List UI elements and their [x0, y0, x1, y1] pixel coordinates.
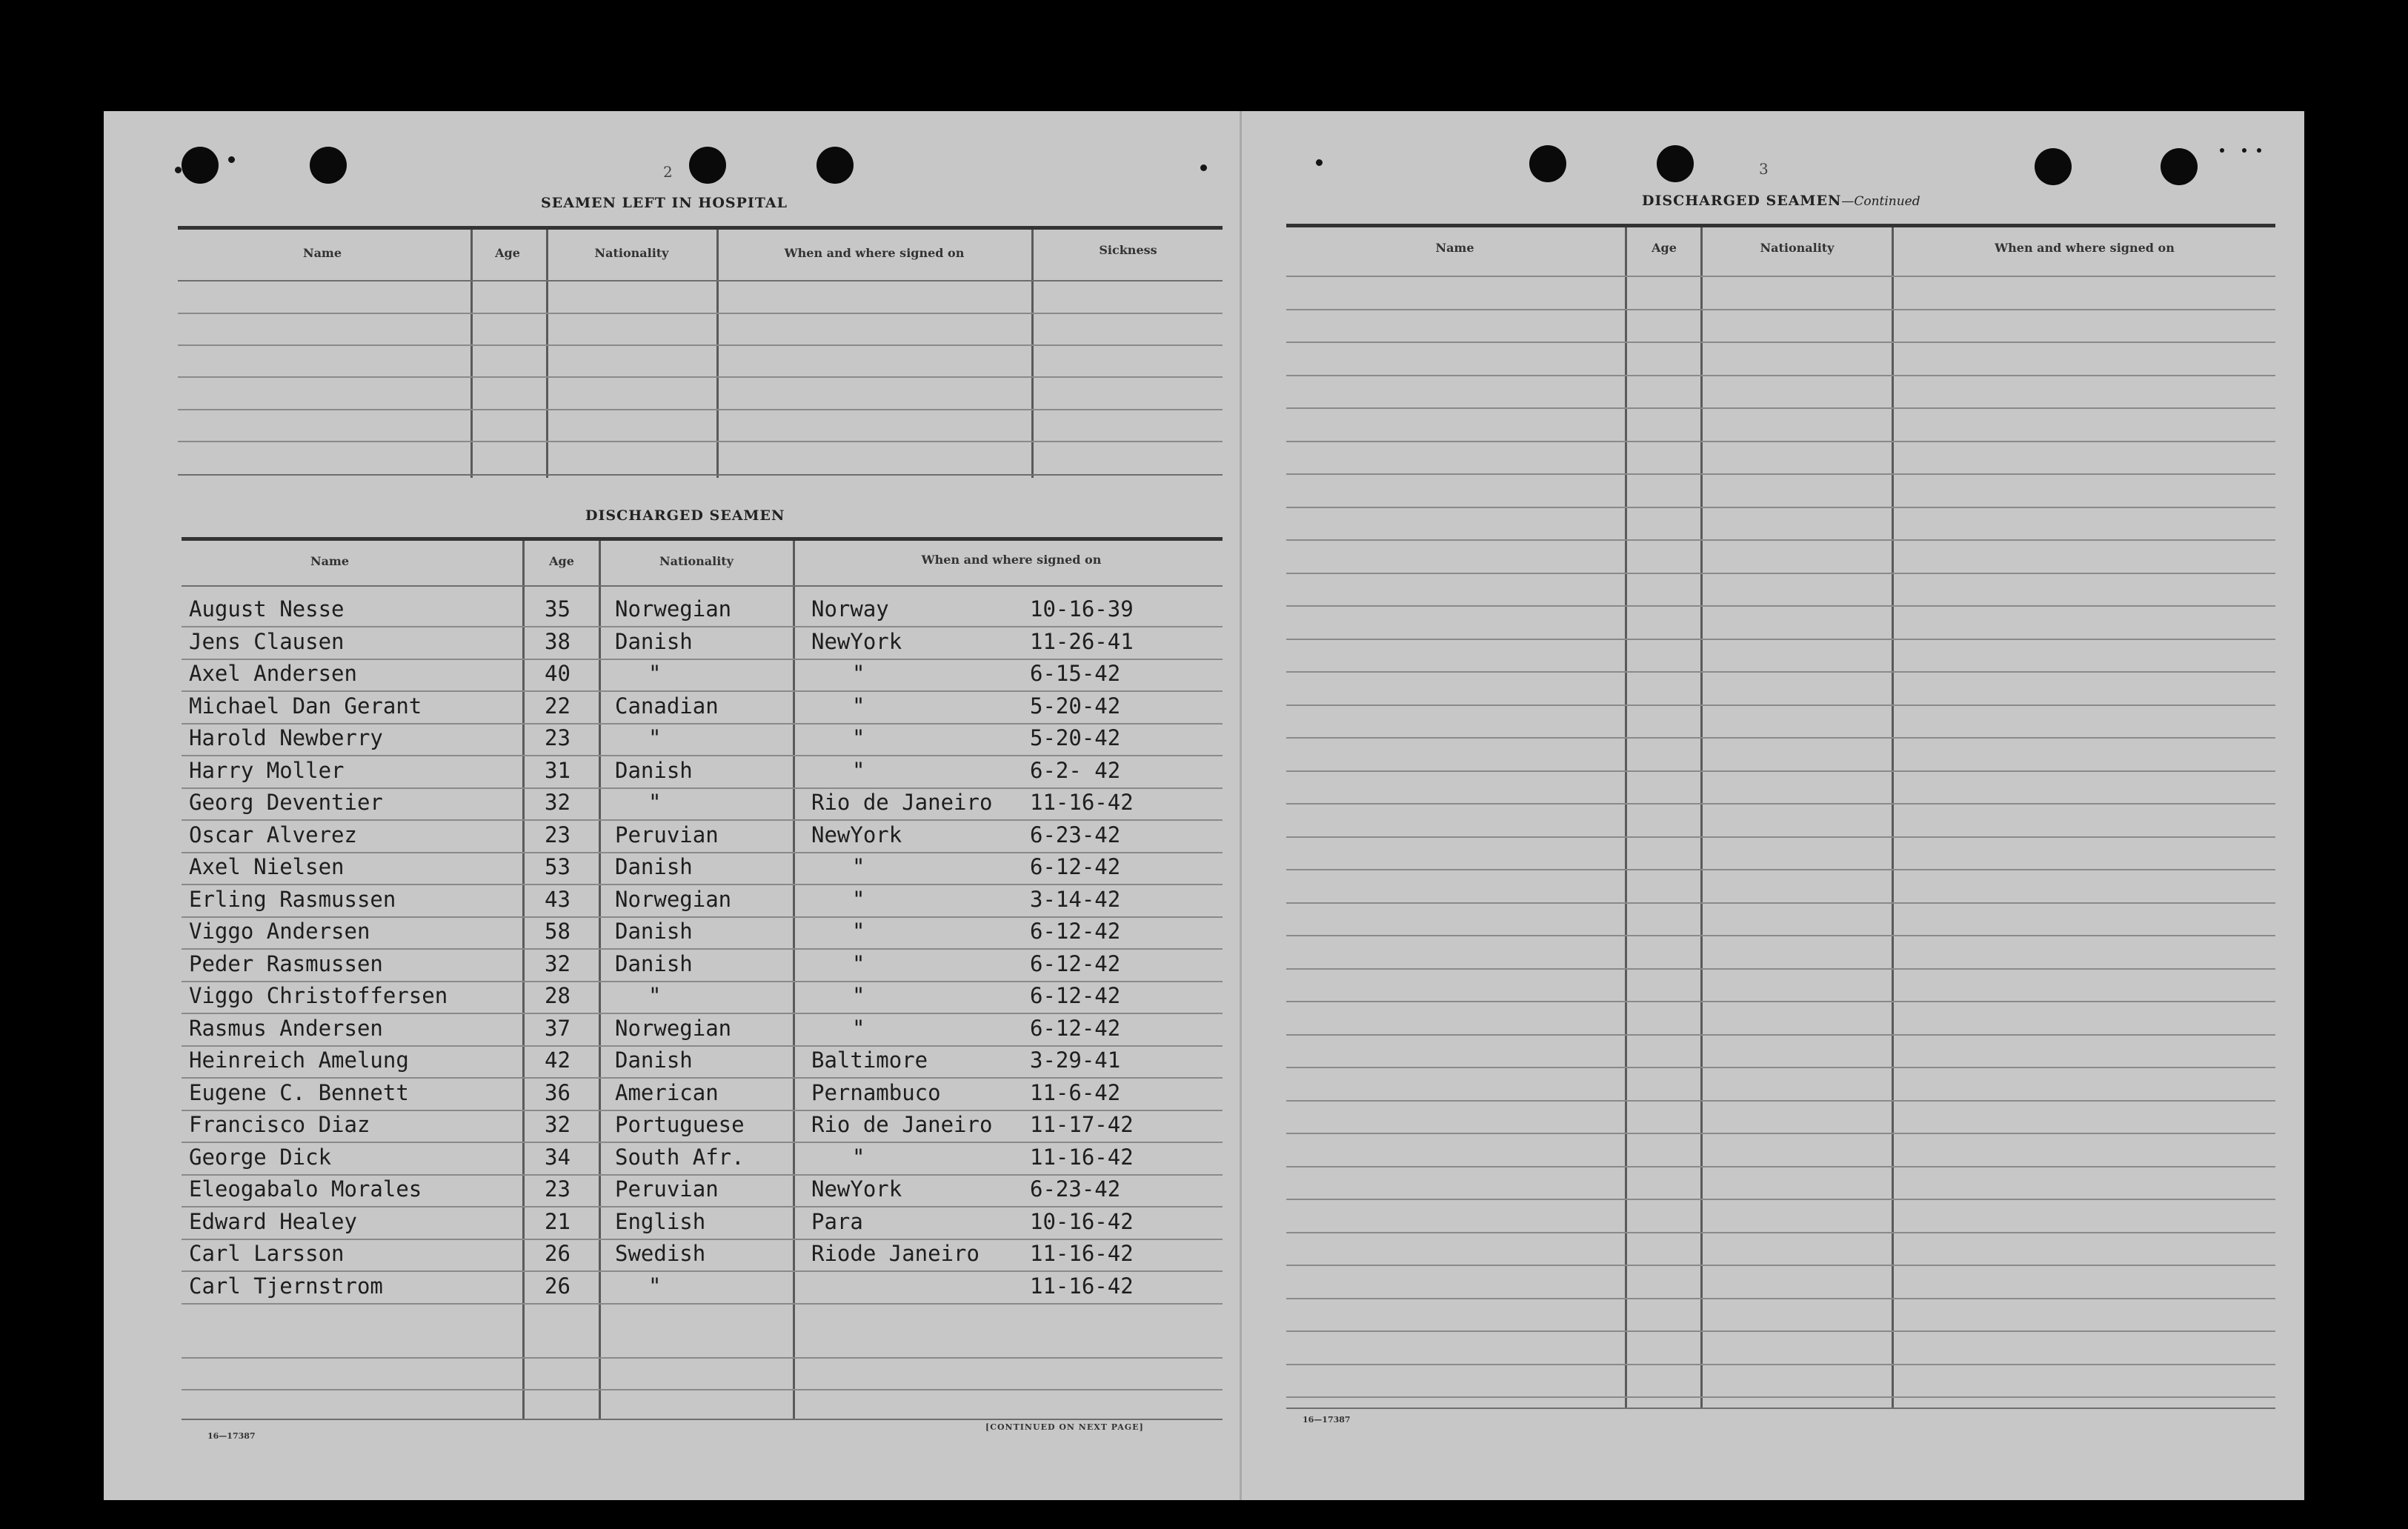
seaman-nationality: Peruvian — [615, 822, 719, 847]
seaman-name: Jens Clausen — [189, 628, 345, 654]
signed-on-place: " — [852, 854, 865, 879]
title-suffix: —Continued — [1841, 194, 1920, 209]
table-row — [104, 1273, 1240, 1306]
page-number: 2 — [663, 163, 673, 181]
table-line — [1286, 539, 2275, 541]
table-line — [182, 755, 1223, 756]
seaman-age: 32 — [545, 1112, 571, 1137]
signed-on-date: 6-12-42 — [1030, 1015, 1121, 1041]
punch-hole — [2035, 148, 2072, 185]
seaman-age: 28 — [545, 983, 571, 1008]
signed-on-place: Rio de Janeiro — [811, 790, 993, 815]
seaman-age: 42 — [545, 1047, 571, 1073]
seaman-name: Harold Newberry — [189, 725, 383, 750]
col-header-age: Age — [495, 246, 520, 260]
signed-on-date: 3-29-41 — [1030, 1047, 1121, 1073]
punch-dot — [1316, 159, 1323, 166]
hospital-section-title: SEAMEN LEFT IN HOSPITAL — [541, 195, 788, 211]
form-number: 16—17387 — [207, 1431, 256, 1441]
seaman-name: Michael Dan Gerant — [189, 693, 422, 719]
table-row — [104, 1080, 1240, 1113]
table-line — [182, 1206, 1223, 1207]
signed-on-date: 10-16-42 — [1030, 1208, 1134, 1234]
punch-hole — [2161, 148, 2198, 185]
table-line — [178, 409, 1223, 410]
col-header-name: Name — [310, 554, 350, 568]
seaman-age: 23 — [545, 725, 571, 750]
table-line — [1286, 309, 2275, 310]
table-line — [182, 819, 1223, 821]
table-line — [182, 1174, 1223, 1176]
seaman-name: August Nesse — [189, 596, 345, 622]
signed-on-date: 6-23-42 — [1030, 1176, 1121, 1202]
seaman-name: Erling Rasmussen — [189, 886, 396, 912]
right-page — [1242, 111, 2304, 1500]
seaman-age: 38 — [545, 628, 571, 654]
table-row — [104, 1209, 1240, 1242]
table-line — [182, 787, 1223, 789]
seaman-name: George Dick — [189, 1144, 332, 1170]
document-sheet — [104, 111, 2304, 1500]
col-header-nationality: Nationality — [594, 246, 669, 260]
signed-on-date: 11-16-42 — [1030, 1273, 1134, 1299]
seaman-nationality: Portuguese — [615, 1112, 745, 1137]
seaman-age: 37 — [545, 1015, 571, 1041]
seaman-name: Peder Rasmussen — [189, 950, 383, 976]
table-row — [104, 758, 1240, 790]
seaman-age: 35 — [545, 596, 571, 622]
seaman-age: 36 — [545, 1079, 571, 1105]
seaman-age: 53 — [545, 854, 571, 879]
table-line — [182, 948, 1223, 950]
signed-on-date: 11-17-42 — [1030, 1112, 1134, 1137]
seaman-nationality: " — [648, 661, 662, 686]
signed-on-place: " — [852, 983, 865, 1008]
table-row — [104, 629, 1240, 662]
table-line — [1286, 639, 2275, 640]
seaman-nationality: Danish — [615, 628, 693, 654]
table-line — [1286, 1001, 2275, 1002]
table-line — [1286, 375, 2275, 376]
table-line — [182, 1270, 1223, 1272]
table-line — [1286, 441, 2275, 442]
table-row — [104, 854, 1240, 887]
seaman-name: Francisco Diaz — [189, 1112, 370, 1137]
table-line — [1286, 968, 2275, 970]
table-line — [182, 1142, 1223, 1143]
col-header-signed-on: When and where signed on — [784, 246, 965, 260]
page-number: 3 — [1759, 160, 1769, 178]
signed-on-place: Para — [811, 1208, 863, 1234]
table-line — [1286, 1034, 2275, 1036]
table-line — [1286, 407, 2275, 409]
table-line — [182, 1077, 1223, 1079]
table-line — [182, 1303, 1223, 1305]
seaman-nationality: Danish — [615, 854, 693, 879]
table-line — [1286, 836, 2275, 838]
col-header-age: Age — [1652, 241, 1677, 255]
table-row — [104, 1047, 1240, 1080]
signed-on-place: " — [852, 919, 865, 944]
seaman-name: Axel Andersen — [189, 661, 357, 686]
punch-hole — [1657, 145, 1694, 182]
table-line — [1286, 1396, 2275, 1398]
table-line — [1286, 1364, 2275, 1365]
punch-hole — [182, 147, 219, 184]
seaman-name: Heinreich Amelung — [189, 1047, 409, 1073]
table-line — [1286, 1298, 2275, 1299]
form-number: 16—17387 — [1303, 1415, 1351, 1425]
signed-on-place: Riode Janeiro — [811, 1241, 980, 1266]
signed-on-date: 11-16-42 — [1030, 1241, 1134, 1266]
signed-on-date: 6-12-42 — [1030, 983, 1121, 1008]
signed-on-place: " — [852, 886, 865, 912]
signed-on-date: 6-12-42 — [1030, 950, 1121, 976]
seaman-nationality: " — [648, 983, 662, 1008]
table-line — [182, 626, 1223, 627]
col-header-name: Name — [1435, 241, 1474, 255]
signed-on-date: 6-12-42 — [1030, 854, 1121, 879]
col-header-age: Age — [549, 554, 574, 568]
seaman-nationality: Danish — [615, 950, 693, 976]
seaman-nationality: Norwegian — [615, 1015, 732, 1041]
table-line — [182, 916, 1223, 918]
table-bottom-rule — [182, 1419, 1223, 1420]
continued-note: [CONTINUED ON NEXT PAGE] — [985, 1422, 1144, 1432]
seaman-nationality: South Afr. — [615, 1144, 745, 1170]
col-header-signed-on: When and where signed on — [1995, 241, 2175, 255]
table-row — [104, 661, 1240, 693]
table-line — [1286, 737, 2275, 739]
signed-on-date: 11-26-41 — [1030, 628, 1134, 654]
discharged-section-title: DISCHARGED SEAMEN — [585, 507, 785, 524]
table-line — [1286, 704, 2275, 706]
signed-on-date: 10-16-39 — [1030, 596, 1134, 622]
signed-on-place: NewYork — [811, 1176, 902, 1202]
table-row — [104, 887, 1240, 919]
table-line — [1286, 803, 2275, 805]
punch-dot — [228, 156, 235, 163]
seaman-name: Axel Nielsen — [189, 854, 345, 879]
table-line — [1286, 869, 2275, 870]
seaman-age: 23 — [545, 822, 571, 847]
col-header-signed-on: When and where signed on — [921, 553, 1102, 567]
seaman-name: Rasmus Andersen — [189, 1015, 383, 1041]
seaman-age: 21 — [545, 1208, 571, 1234]
col-header-sickness: Sickness — [1099, 243, 1157, 257]
punch-hole — [689, 147, 726, 184]
header-underline — [182, 585, 1223, 587]
signed-on-place: NewYork — [811, 628, 902, 654]
signed-on-place: Norway — [811, 596, 889, 622]
seaman-nationality: " — [648, 790, 662, 815]
table-line — [182, 723, 1223, 724]
signed-on-date: 3-14-42 — [1030, 886, 1121, 912]
table-line — [178, 313, 1223, 314]
table-line — [1286, 902, 2275, 904]
signed-on-place: " — [852, 661, 865, 686]
seaman-name: Carl Tjernstrom — [189, 1273, 383, 1299]
seaman-nationality: Swedish — [615, 1241, 706, 1266]
table-line — [1286, 935, 2275, 936]
col-header-nationality: Nationality — [1760, 241, 1835, 255]
signed-on-date: 11-16-42 — [1030, 790, 1134, 815]
seaman-name: Harry Moller — [189, 757, 345, 783]
table-line — [1286, 1133, 2275, 1134]
title-main: DISCHARGED SEAMEN — [1642, 193, 1842, 209]
table-row — [104, 1145, 1240, 1177]
table-line — [1286, 1067, 2275, 1068]
table-line — [1286, 342, 2275, 343]
seaman-name: Oscar Alverez — [189, 822, 357, 847]
table-row — [104, 1176, 1240, 1209]
signed-on-place: Rio de Janeiro — [811, 1112, 993, 1137]
table-line — [1286, 671, 2275, 673]
punch-dot — [1200, 164, 1207, 171]
punch-dot — [2257, 148, 2261, 153]
signed-on-place: NewYork — [811, 822, 902, 847]
table-row — [104, 919, 1240, 951]
seaman-age: 32 — [545, 950, 571, 976]
signed-on-place: " — [852, 1144, 865, 1170]
seaman-name: Edward Healey — [189, 1208, 357, 1234]
seaman-age: 26 — [545, 1273, 571, 1299]
seaman-age: 58 — [545, 919, 571, 944]
table-row — [104, 790, 1240, 822]
seaman-age: 32 — [545, 790, 571, 815]
table-line — [182, 1389, 1223, 1390]
punch-dot — [2242, 148, 2246, 153]
left-page — [104, 111, 1240, 1500]
table-line — [182, 1045, 1223, 1047]
signed-on-place: Baltimore — [811, 1047, 928, 1073]
signed-on-date: 5-20-42 — [1030, 725, 1121, 750]
table-line — [182, 1013, 1223, 1014]
signed-on-date: 6-12-42 — [1030, 919, 1121, 944]
table-line — [1286, 1330, 2275, 1332]
seaman-nationality: Canadian — [615, 693, 719, 719]
table-line — [1286, 1166, 2275, 1167]
seaman-name: Georg Deventier — [189, 790, 383, 815]
discharged-continued-title — [1642, 193, 1920, 209]
signed-on-place: " — [852, 1015, 865, 1041]
signed-on-date: 5-20-42 — [1030, 693, 1121, 719]
table-line — [182, 1239, 1223, 1240]
table-line — [1286, 1199, 2275, 1200]
table-line — [1286, 1265, 2275, 1266]
table-row — [104, 983, 1240, 1016]
seaman-name: Viggo Christoffersen — [189, 983, 448, 1008]
seaman-age: 22 — [545, 693, 571, 719]
table-top-rule — [178, 226, 1223, 230]
table-line — [1286, 605, 2275, 607]
signed-on-date: 11-6-42 — [1030, 1079, 1121, 1105]
table-line — [1286, 276, 2275, 277]
table-line — [178, 344, 1223, 346]
punch-hole — [1529, 145, 1566, 182]
signed-on-date: 6-2- 42 — [1030, 757, 1121, 783]
table-row — [104, 693, 1240, 726]
seaman-nationality: " — [648, 725, 662, 750]
seaman-name: Carl Larsson — [189, 1241, 345, 1266]
table-line — [182, 659, 1223, 660]
punch-hole — [816, 147, 854, 184]
seaman-nationality: Norwegian — [615, 886, 732, 912]
table-line — [1286, 770, 2275, 772]
signed-on-place: " — [852, 693, 865, 719]
table-line — [182, 1357, 1223, 1359]
signed-on-place: Pernambuco — [811, 1079, 941, 1105]
table-line — [1286, 1100, 2275, 1102]
seaman-age: 23 — [545, 1176, 571, 1202]
table-bottom-rule — [1286, 1408, 2275, 1409]
signed-on-date: 11-16-42 — [1030, 1144, 1134, 1170]
punch-dot — [2220, 148, 2224, 153]
header-underline — [178, 280, 1223, 282]
table-row — [104, 822, 1240, 855]
seaman-nationality: Danish — [615, 757, 693, 783]
col-header-nationality: Nationality — [659, 554, 734, 568]
table-line — [1286, 473, 2275, 475]
table-line — [182, 981, 1223, 982]
seaman-nationality: Danish — [615, 919, 693, 944]
seaman-age: 40 — [545, 661, 571, 686]
punch-dot — [175, 167, 182, 173]
col-header-name: Name — [302, 246, 342, 260]
signed-on-place: " — [852, 950, 865, 976]
seaman-nationality: Danish — [615, 1047, 693, 1073]
seaman-age: 34 — [545, 1144, 571, 1170]
table-line — [1286, 573, 2275, 574]
table-line — [182, 884, 1223, 885]
punch-hole — [310, 147, 347, 184]
table-row — [104, 951, 1240, 984]
signed-on-date: 6-15-42 — [1030, 661, 1121, 686]
table-row — [104, 1241, 1240, 1273]
table-line — [178, 474, 1223, 476]
seaman-nationality: " — [648, 1273, 662, 1299]
table-row — [104, 1112, 1240, 1145]
table-row — [104, 596, 1240, 629]
seaman-name: Viggo Andersen — [189, 919, 370, 944]
table-line — [178, 441, 1223, 442]
seaman-age: 43 — [545, 886, 571, 912]
table-top-rule — [1286, 224, 2275, 227]
seaman-nationality: English — [615, 1208, 706, 1234]
seaman-age: 31 — [545, 757, 571, 783]
signed-on-place: " — [852, 725, 865, 750]
table-top-rule — [182, 537, 1223, 541]
signed-on-place: " — [852, 757, 865, 783]
table-row — [104, 1016, 1240, 1048]
seaman-name: Eleogabalo Morales — [189, 1176, 422, 1202]
seaman-nationality: American — [615, 1079, 719, 1105]
table-line — [182, 1110, 1223, 1111]
table-line — [178, 376, 1223, 378]
seaman-nationality: Norwegian — [615, 596, 732, 622]
table-line — [182, 852, 1223, 853]
seaman-age: 26 — [545, 1241, 571, 1266]
seaman-nationality: Peruvian — [615, 1176, 719, 1202]
table-line — [1286, 507, 2275, 508]
table-line — [182, 690, 1223, 692]
signed-on-date: 6-23-42 — [1030, 822, 1121, 847]
seaman-name: Eugene C. Bennett — [189, 1079, 409, 1105]
table-row — [104, 725, 1240, 758]
table-line — [1286, 1232, 2275, 1233]
